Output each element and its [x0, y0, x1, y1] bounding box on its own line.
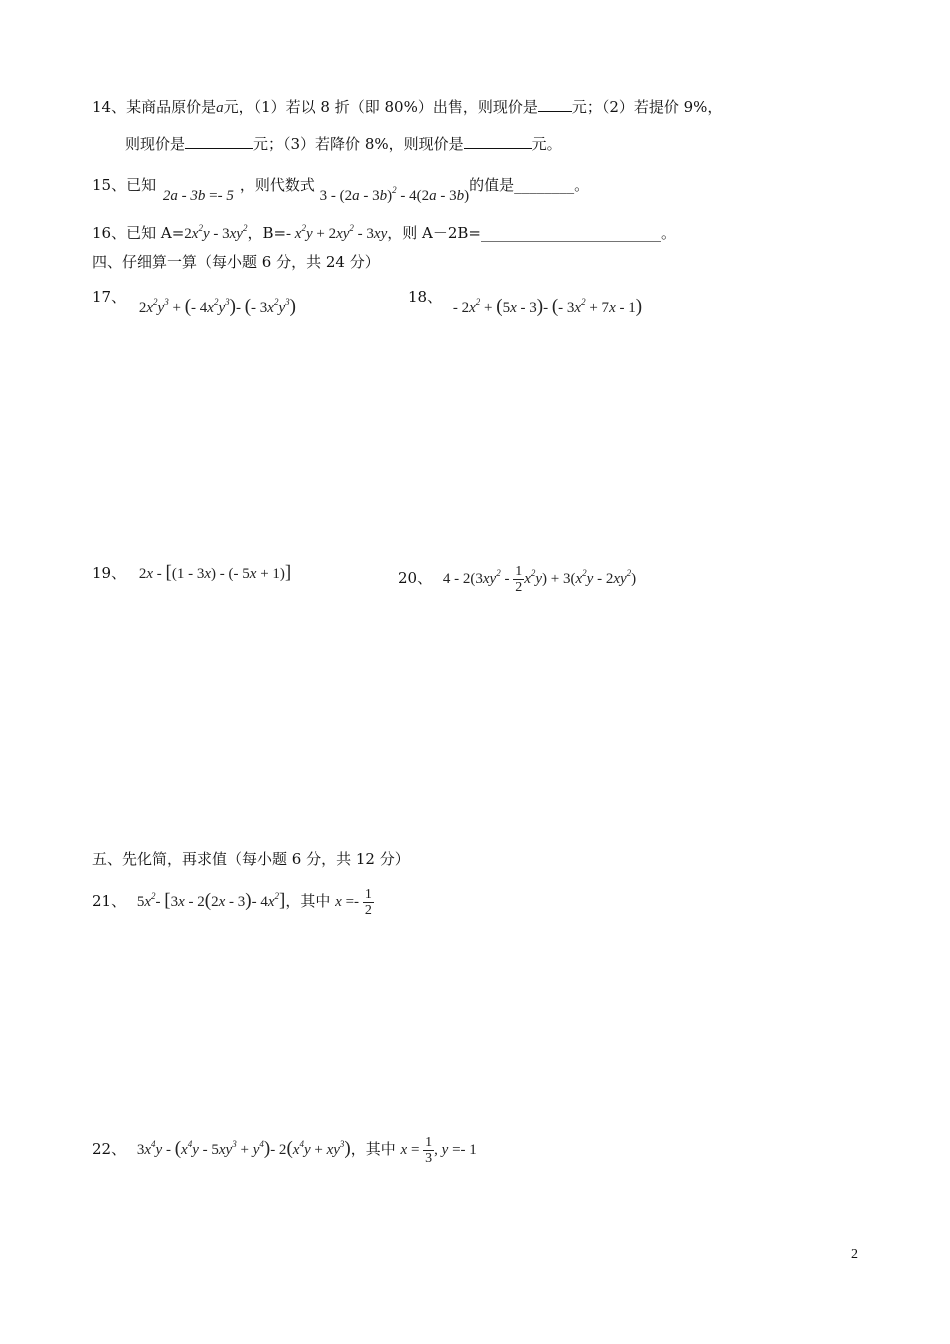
answer-blank[interactable] [185, 134, 253, 149]
fraction-one-half: $\frac{1}{2}$ [364, 887, 372, 919]
section-4-heading: 四、仔细算一算（每小题 6 分，共 24 分） [92, 253, 380, 271]
question-17: 17、 $2x^2y^3$ + (- $4x^2y^3)-$ (- $3x^2y^3$) [92, 288, 296, 317]
math-condition: x = $\frac{1}{3}$ , y =- 1 [400, 1135, 477, 1167]
math-condition: 2a - 3b =- 5 [162, 188, 234, 204]
fraction-one-third: $\frac{1}{3}$ [425, 1135, 433, 1167]
math-a-expression: $2x^2y - 3xy^2$ [184, 223, 248, 242]
math-expression: $5x^2-$ [3x - 2(2x - 3)- $4x^2$] [136, 890, 286, 911]
variable-a: a [216, 100, 224, 116]
question-15: 15、已知 2a - 3b =- 5，则代数式 3 - (2a - 3b)$^2$ - 4(2a - 3b)的值是________。 [92, 176, 590, 204]
math-expression: 3 - (2a - 3b)$^2$ - 4(2a - 3b) [319, 185, 470, 204]
math-expression: $2x^2y^3$ + (- $4x^2y^3)-$ (- $3x^2y^3$) [138, 296, 296, 317]
section-5-heading: 五、先化简，再求值（每小题 6 分，共 12 分） [92, 850, 410, 868]
question-19: 19、 2x - [(1 - 3x) - (- 5x + 1)] [92, 562, 292, 583]
math-b-expression: - $x^2y + 2xy^2 - 3xy$ [286, 223, 388, 242]
math-expression: 2x - [(1 - 3x) - (- 5x + 1)] [138, 562, 292, 583]
question-14-line-2: 则现价是 元；（3）若降价 8%，则现价是 元。 [125, 135, 562, 153]
page-number: 2 [851, 1247, 858, 1262]
question-18: 18、 - $2x^2 + (5x - 3)-$ (- $3x^2 + 7x - 1$) [408, 288, 643, 317]
math-expression: $3x^4y - (x^4y - 5xy^3 + y^4)-$ $2(x^4y + xy^3)$ [136, 1138, 351, 1159]
math-expression: $4 - 2(3xy^2$ - $\frac{1}{2}$ $x^2y) + 3(x^2y - 2xy^2)$ [442, 564, 637, 596]
math-condition: x =- $\frac{1}{2}$ [335, 887, 372, 919]
question-21: 21、 $5x^2-$ [3x - 2(2x - 3)- $4x^2$]，其中 x =- $\frac{1}{2}$ [92, 887, 372, 919]
fraction-one-half: $\frac{1}{2}$ [515, 564, 523, 596]
question-20: 20、 $4 - 2(3xy^2$ - $\frac{1}{2}$ $x^2y) + 3(x^2y - 2xy^2)$ [398, 564, 637, 596]
math-expression: - $2x^2 + (5x - 3)-$ (- $3x^2 + 7x - 1$) [452, 296, 643, 317]
question-16: 16、已知 $A=2x^2y - 3xy^2$，B=- $x^2y + 2xy^2 - 3xy$，则 A－2B=________________________。 [92, 223, 676, 242]
answer-blank[interactable] [538, 97, 572, 112]
question-22: 22、 $3x^4y - (x^4y - 5xy^3 + y^4)-$ $2(x^4y + xy^3)$，其中 x = $\frac{1}{3}$ , y =- 1 [92, 1135, 477, 1167]
answer-blank[interactable] [464, 134, 532, 149]
question-14-line-1: 14、某商品原价是a元，（1）若以 8 折（即 80%）出售，则现价是 元；（2）若提价 9%， [92, 98, 723, 116]
